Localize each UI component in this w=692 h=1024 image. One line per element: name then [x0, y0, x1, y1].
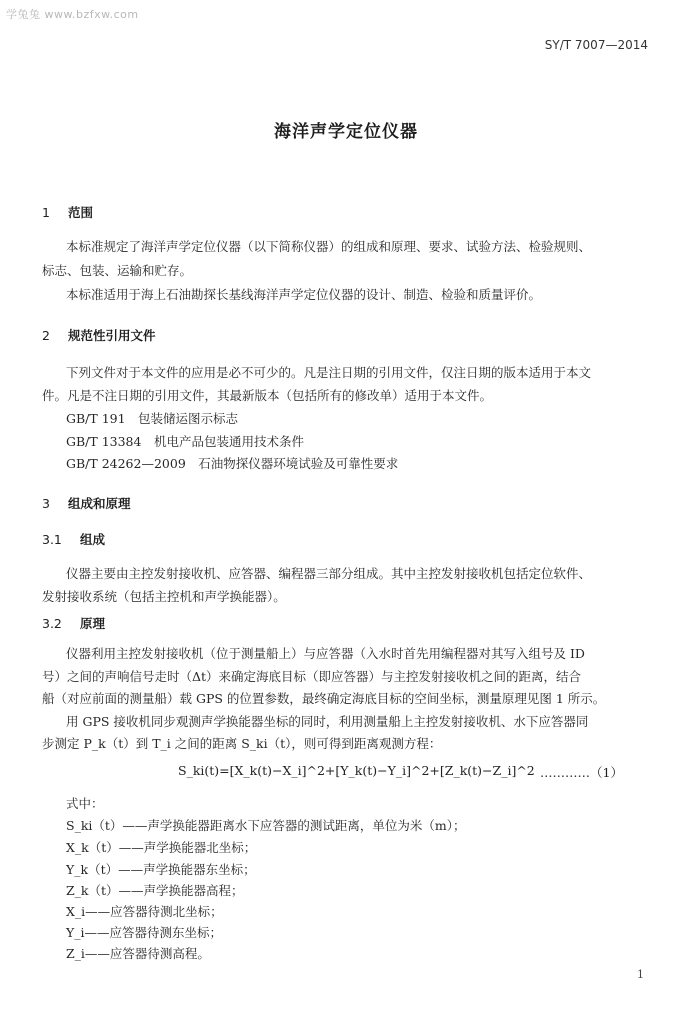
section-3-number: 3: [42, 496, 50, 511]
document-title: 海洋声学定位仪器: [274, 122, 418, 142]
section-3-title: 组成和原理: [68, 496, 131, 511]
distance-equation: S_ki(t)=[X_k(t)−X_i]^2+[Y_k(t)−Y_i]^2+[Z_k(t)−Z_i]^2: [178, 763, 535, 778]
reference-item: GB/T 191 包装储运图示标志: [66, 411, 239, 426]
subsection-3-2-p2-line2: 步测定 P_k（t）到 T_i 之间的距离 S_ki（t），则可得到距离观测方程：: [42, 736, 442, 751]
subsection-3-2-heading: [42, 614, 105, 632]
section-2-p1-line1: 下列文件对于本文件的应用是必不可少的。凡是注日期的引用文件，仅注日期的版本适用于本文: [66, 365, 592, 380]
watermark: 学兔兔 www.bzfxw.com: [6, 8, 139, 21]
section-2-title: 规范性引用文件: [68, 328, 156, 343]
definition-item: X_i——应答器待测北坐标；: [66, 904, 223, 919]
subsection-3-2-p1-line3: 船（对应前面的测量船）载 GPS 的位置参数，最终确定海底目标的空间坐标，测量原理见图 1 所示。: [42, 691, 606, 706]
section-2-p1-line2: 件。凡是不注日期的引用文件，其最新版本（包括所有的修改单）适用于本文件。: [42, 388, 493, 403]
definition-item: S_ki（t）——声学换能器距离水下应答器的测试距离，单位为米（m）；: [66, 818, 466, 833]
subsection-3-2-p2-line1: 用 GPS 接收机同步观测声学换能器坐标的同时，利用测量船上主控发射接收机、水下应答器同: [66, 714, 589, 729]
definition-item: X_k（t）——声学换能器北坐标；: [66, 840, 257, 855]
subsection-3-1-title: 组成: [80, 532, 106, 547]
section-1-p2: 本标准适用于海上石油勘探长基线海洋声学定位仪器的设计、制造、检验和质量评价。: [66, 287, 542, 302]
equation-number: …………（1）: [540, 765, 623, 780]
page-number: 1: [637, 968, 644, 981]
standard-number: SY/T 7007—2014: [544, 38, 648, 52]
reference-item: GB/T 24262—2009 石油物探仪器环境试验及可靠性要求: [66, 456, 399, 471]
definition-item: Y_i——应答器待测东坐标；: [66, 925, 223, 940]
section-1-title: 范围: [68, 205, 94, 220]
section-1-number: 1: [42, 205, 50, 220]
subsection-3-2-number: 3.2: [42, 616, 62, 631]
subsection-3-1-line2: 发射接收系统（包括主控机和声学换能器）。: [42, 589, 286, 604]
where-label: 式中：: [66, 796, 104, 811]
section-3-heading: [42, 494, 131, 512]
definition-item: Z_k（t）——声学换能器高程；: [66, 883, 244, 898]
subsection-3-2-p1-line1: 仪器利用主控发射接收机（位于测量船上）与应答器（入水时首先用编程器对其写入组号及 ID: [66, 646, 585, 661]
section-1-heading: [42, 203, 93, 221]
section-2-number: 2: [42, 328, 50, 343]
definition-item: Y_k（t）——声学换能器东坐标；: [66, 862, 256, 877]
subsection-3-1-heading: [42, 530, 105, 548]
subsection-3-1-line1: 仪器主要由主控发射接收机、应答器、编程器三部分组成。其中主控发射接收机包括定位软件、: [66, 566, 592, 581]
subsection-3-2-p1-line2: 号）之间的声响信号走时（Δt）来确定海底目标（即应答器）与主控发射接收机之间的距离，结合: [42, 669, 582, 684]
subsection-3-1-number: 3.1: [42, 532, 62, 547]
section-1-p1-line1: 本标准规定了海洋声学定位仪器（以下简称仪器）的组成和原理、要求、试验方法、检验规则、: [66, 239, 592, 254]
section-2-heading: [42, 326, 156, 344]
definition-item: Z_i——应答器待测高程。: [66, 946, 210, 961]
subsection-3-2-title: 原理: [80, 616, 106, 631]
reference-item: GB/T 13384 机电产品包装通用技术条件: [66, 434, 304, 449]
section-1-p1-line2: 标志、包装、运输和贮存。: [42, 263, 193, 278]
